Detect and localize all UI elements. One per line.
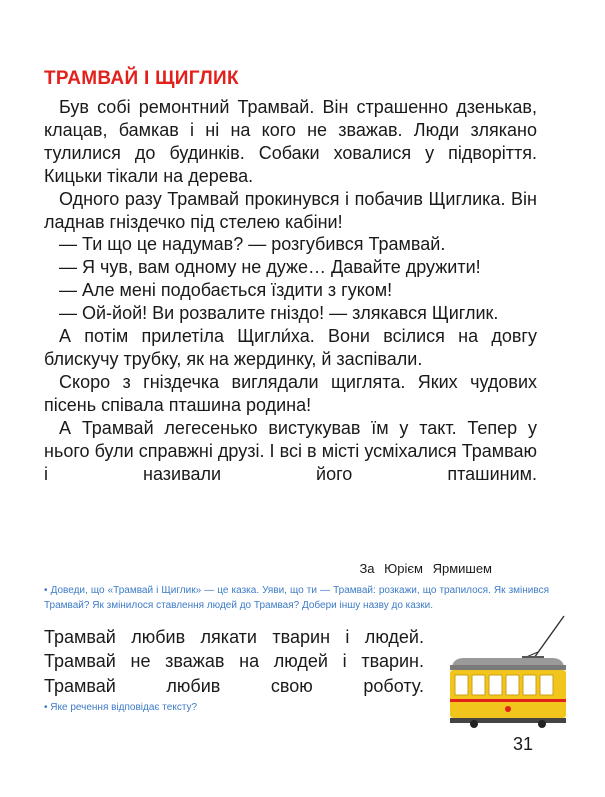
story-paragraph: Скоро з гніздечка виглядали щиглята. Яких чудових пісень співала пташина родина! <box>44 371 537 415</box>
story-paragraph: А потім прилетіла Щигли́ха. Вони всілися на довгу блискучу трубку, як на жердинку, й заспівали. <box>44 326 537 369</box>
story-paragraph: Одного разу Трамвай прокинувся і побачив Щиглика. Він ладнав гніздечко під стелею кабіни! <box>44 188 537 232</box>
tram-icon <box>446 614 568 730</box>
task-choose-sentence <box>44 702 197 713</box>
story-paragraph: А Трамвай легесенько вистукував їм у такт. Тепер у нього були справжні друзі. І всі в місті усміхалися Трамваю і називали його пташиним. <box>44 417 537 484</box>
story-text <box>44 96 537 485</box>
story-paragraph: Був собі ремонтний Трамвай. Він страшенно дзенькав, клацав, бамкав і ні на кого не зважав. Люди злякано тулилися до будинків. Собаки ховалися у підворіття. Кицьки тікали на дерева. <box>44 97 537 186</box>
bullet-icon: • <box>44 702 48 713</box>
bullet-icon: • <box>44 585 48 596</box>
page-number: 31 <box>513 734 534 754</box>
task-text: Доведи, що «Трамвай і Щиглик» — це казка. Уяви, що ти — Трамвай: розкажи, що трапилося. Як змінився Трамвай? Як змінилося ставлення людей до Трамвая? Добери іншу назву до казки. <box>44 585 550 611</box>
sentence-option: Трамвай не зважав на людей і тварин. <box>44 651 424 672</box>
task-text: Яке речення відповідає тексту? <box>50 702 198 713</box>
author-credit: За Юрієм Ярмишем <box>359 561 492 576</box>
story-paragraph: — Ой-йой! Ви розвалите гніздо! — злякався Щиглик. <box>59 303 499 324</box>
story-title: ТРАМВАЙ І ЩИГЛИК <box>44 68 239 89</box>
task-comprehension <box>44 584 549 613</box>
story-paragraph: — Я чув, вам одному не дуже… Давайте дружити! <box>59 257 481 278</box>
sentence-option: Трамвай любив лякати тварин і людей. <box>44 627 424 647</box>
sentence-choices <box>44 625 424 698</box>
story-paragraph: — Ти що це надумав? — розгубився Трамвай. <box>59 234 446 255</box>
sentence-option: Трамвай любив свою роботу. <box>44 675 424 696</box>
story-paragraph: — Але мені подобається їздити з гуком! <box>59 280 393 301</box>
